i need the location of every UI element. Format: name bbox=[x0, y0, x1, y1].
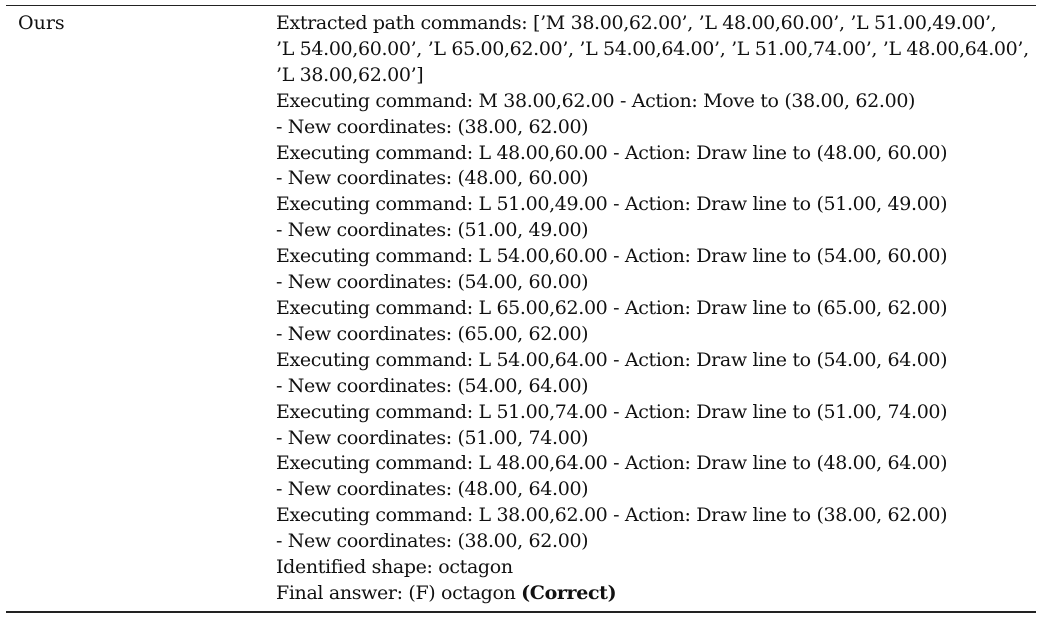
correct-verdict: (Correct) bbox=[521, 581, 617, 604]
output-line: - New coordinates: (48.00, 60.00) bbox=[276, 167, 589, 190]
table-bottom-rule bbox=[6, 611, 1036, 613]
output-line: Executing command: L 38.00,62.00 - Action: Draw line to (38.00, 62.00) bbox=[276, 504, 948, 527]
output-line: - New coordinates: (54.00, 60.00) bbox=[276, 271, 589, 294]
output-line: - New coordinates: (65.00, 62.00) bbox=[276, 322, 589, 345]
output-cell bbox=[276, 11, 1036, 607]
output-line: Executing command: L 51.00,49.00 - Action: Draw line to (51.00, 49.00) bbox=[276, 193, 948, 216]
final-answer-text: Final answer: (F) octagon bbox=[276, 581, 522, 604]
output-line: ’L 38.00,62.00’] bbox=[276, 63, 424, 86]
output-line: ’L 54.00,60.00’, ’L 65.00,62.00’, ’L 54.00,64.00’, ’L 51.00,74.00’, ’L 48.00,64.00’, bbox=[276, 37, 1029, 60]
output-line: Executing command: M 38.00,62.00 - Action: Move to (38.00, 62.00) bbox=[276, 89, 916, 112]
output-line: Executing command: L 54.00,60.00 - Action: Draw line to (54.00, 60.00) bbox=[276, 245, 948, 268]
final-answer-line bbox=[276, 581, 1036, 607]
table-row bbox=[6, 6, 1036, 607]
output-line: - New coordinates: (51.00, 74.00) bbox=[276, 426, 589, 449]
output-line: Executing command: L 51.00,74.00 - Action: Draw line to (51.00, 74.00) bbox=[276, 400, 948, 423]
output-line: Extracted path commands: [’M 38.00,62.00’, ’L 48.00,60.00’, ’L 51.00,49.00’, bbox=[276, 12, 997, 34]
output-line: Executing command: L 48.00,60.00 - Action: Draw line to (48.00, 60.00) bbox=[276, 141, 948, 164]
output-line: - New coordinates: (38.00, 62.00) bbox=[276, 115, 589, 138]
output-line: - New coordinates: (48.00, 64.00) bbox=[276, 478, 589, 501]
output-line: - New coordinates: (38.00, 62.00) bbox=[276, 530, 589, 553]
output-line: - New coordinates: (51.00, 49.00) bbox=[276, 219, 589, 242]
method-cell: Ours bbox=[18, 12, 65, 34]
output-line: Executing command: L 65.00,62.00 - Action: Draw line to (65.00, 62.00) bbox=[276, 296, 948, 319]
output-line: Executing command: L 48.00,64.00 - Action: Draw line to (48.00, 64.00) bbox=[276, 452, 948, 475]
output-line: Identified shape: octagon bbox=[276, 556, 513, 579]
results-table bbox=[6, 5, 1036, 613]
output-line: Executing command: L 54.00,64.00 - Action: Draw line to (54.00, 64.00) bbox=[276, 348, 948, 371]
output-line: - New coordinates: (54.00, 64.00) bbox=[276, 374, 589, 397]
